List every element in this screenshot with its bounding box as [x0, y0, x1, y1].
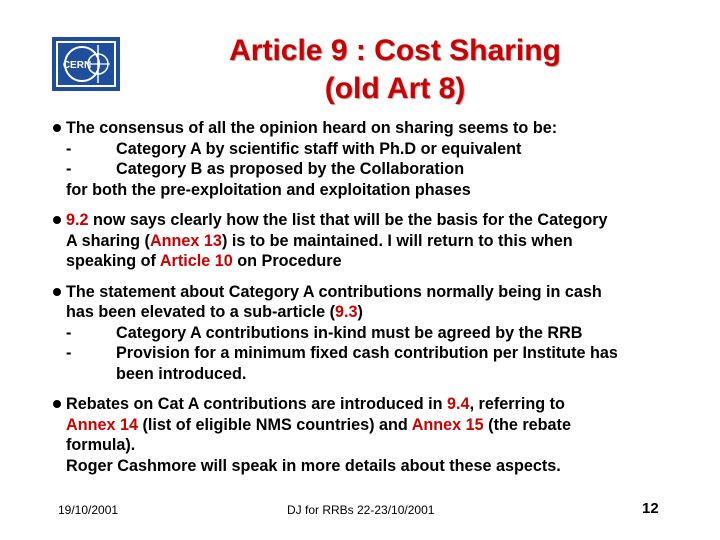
- page-number: 12: [642, 500, 659, 517]
- slide-title: [170, 32, 620, 108]
- footer-date: 19/10/2001: [58, 503, 119, 517]
- bullet-cash-contributions: The statement about Category A contributions normally being in cash has been elevated to a sub-article (9.3) - Category A contributions in-kind must be agreed by the RRB - Provision for a minimum fixed cash contribution per Institute has been introduced.: [44, 282, 684, 385]
- bullet-consensus: The consensus of all the opinion heard on sharing seems to be: - Category A by scientific staff with Ph.D or equivalent - Category B as proposed by the Collaboration for both the pre-exploitation and exploitation phases: [44, 118, 684, 200]
- bullet-list: [44, 118, 684, 476]
- footer-center: DJ for RRBs 22-23/10/2001: [287, 503, 435, 517]
- title-line-1: Article 9 : Cost Sharing: [229, 34, 561, 67]
- bullet-dot-icon: [53, 400, 61, 408]
- cern-logo: [52, 37, 120, 91]
- bullet-category-list: 9.2 now says clearly how the list that will be the basis for the Category A sharing (Annex 13) is to be maintained. I will return to this when speaking of Article 10 on Procedure: [44, 210, 684, 272]
- svg-text:CERN: CERN: [62, 60, 92, 71]
- bullet-dot-icon: [53, 216, 61, 224]
- bullet-dot-icon: [53, 288, 61, 296]
- title-line-2: (old Art 8): [324, 72, 466, 105]
- bullet-rebates: Rebates on Cat A contributions are introduced in 9.4, referring to Annex 14 (list of eligible NMS countries) and Annex 15 (the rebate formula). Roger Cashmore will speak in more details about these aspects.: [44, 394, 684, 476]
- bullet-dot-icon: [53, 124, 61, 132]
